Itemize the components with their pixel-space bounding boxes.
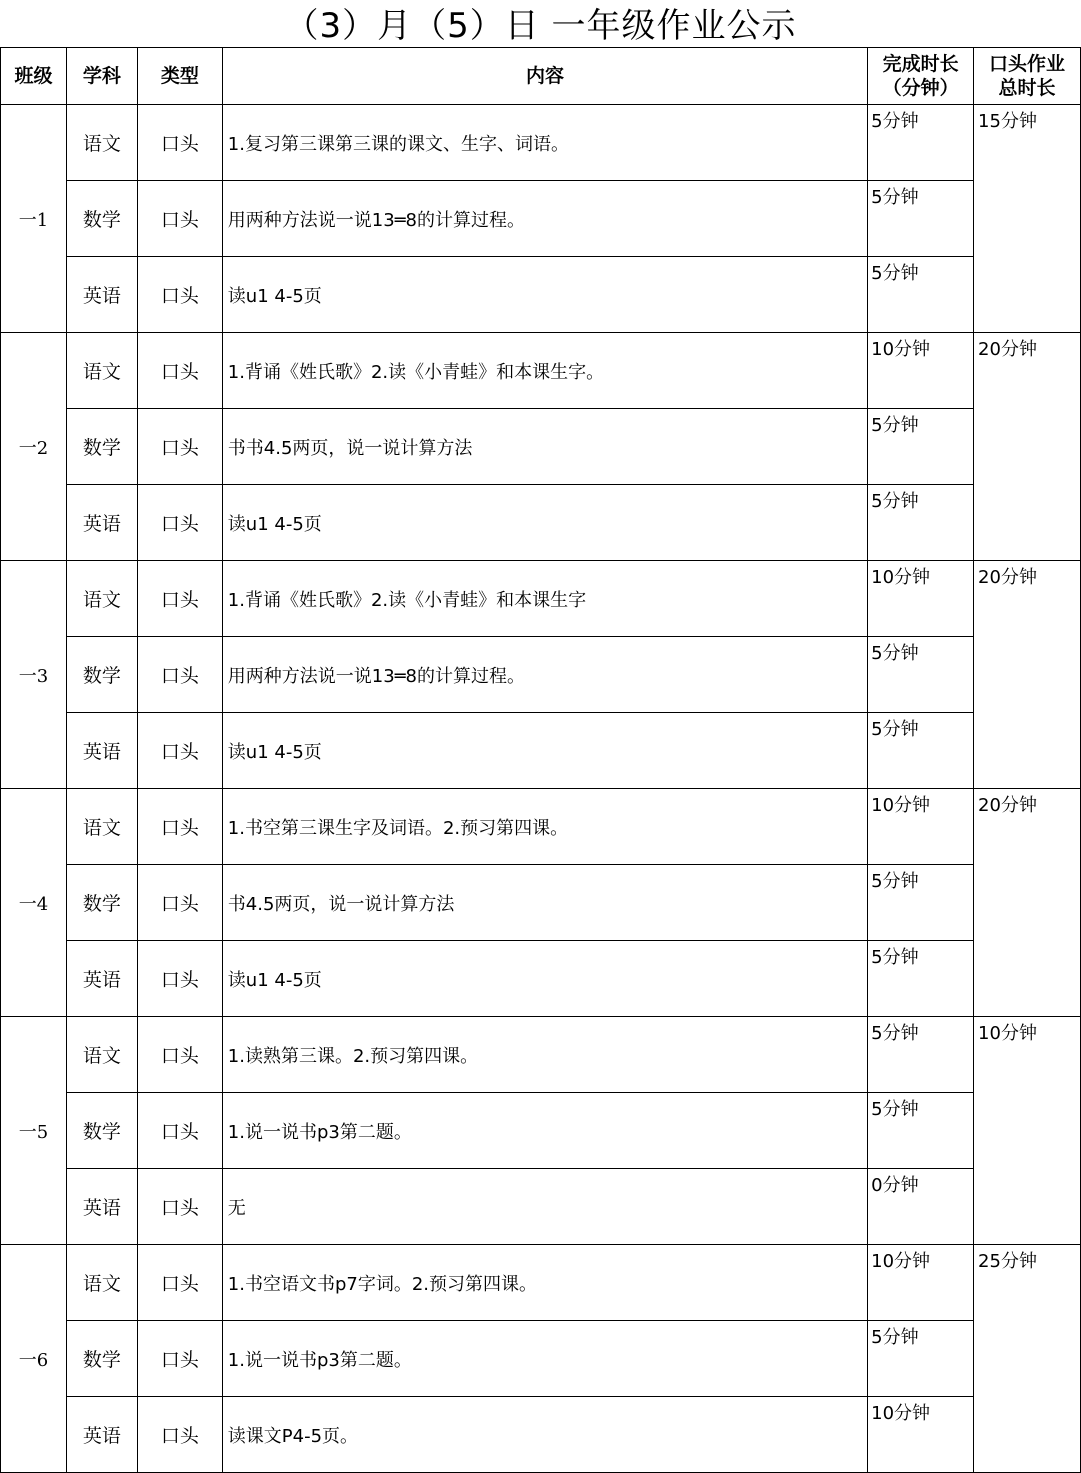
type-cell: 口头 xyxy=(137,409,222,485)
table-row xyxy=(1,105,1081,181)
duration-cell: 5分钟 xyxy=(868,1017,974,1093)
content-cell: 书4.5两页，说一说计算方法 xyxy=(222,865,867,941)
content-cell: 读u1 4-5页 xyxy=(222,485,867,561)
class-cell: 一6 xyxy=(1,1245,67,1473)
total-cell: 15分钟 xyxy=(974,105,1081,333)
subject-cell: 语文 xyxy=(66,1017,137,1093)
type-cell: 口头 xyxy=(137,105,222,181)
subject-cell: 语文 xyxy=(66,333,137,409)
type-cell: 口头 xyxy=(137,789,222,865)
content-cell: 1.背诵《姓氏歌》2.读《小青蛙》和本课生字。 xyxy=(222,333,867,409)
header-total xyxy=(974,48,1081,105)
type-cell: 口头 xyxy=(137,941,222,1017)
subject-cell: 英语 xyxy=(66,1169,137,1245)
type-cell: 口头 xyxy=(137,1169,222,1245)
table-row xyxy=(1,1093,1081,1169)
total-cell: 10分钟 xyxy=(974,1017,1081,1245)
duration-cell: 10分钟 xyxy=(868,333,974,409)
page-title: （3）月（5）日 一年级作业公示 xyxy=(284,6,797,46)
content-cell: 读u1 4-5页 xyxy=(222,257,867,333)
subject-cell: 语文 xyxy=(66,789,137,865)
duration-cell: 10分钟 xyxy=(868,789,974,865)
class-cell: 一2 xyxy=(1,333,67,561)
content-cell: 1.背诵《姓氏歌》2.读《小青蛙》和本课生字 xyxy=(222,561,867,637)
header-content: 内容 xyxy=(222,48,867,105)
subject-cell: 数学 xyxy=(66,1321,137,1397)
table-header xyxy=(1,48,1081,105)
header-duration-line1: 完成时长 xyxy=(882,53,959,75)
total-cell: 20分钟 xyxy=(974,333,1081,561)
type-cell: 口头 xyxy=(137,1245,222,1321)
duration-cell: 5分钟 xyxy=(868,865,974,941)
duration-cell: 0分钟 xyxy=(868,1169,974,1245)
subject-cell: 英语 xyxy=(66,1397,137,1473)
type-cell: 口头 xyxy=(137,257,222,333)
table-row xyxy=(1,1321,1081,1397)
header-class: 班级 xyxy=(1,48,67,105)
type-cell: 口头 xyxy=(137,181,222,257)
header-duration-line2: （分钟） xyxy=(882,77,959,99)
content-cell: 读u1 4-5页 xyxy=(222,713,867,789)
table-row xyxy=(1,485,1081,561)
header-total-line1: 口头作业 xyxy=(989,53,1066,75)
content-cell: 1.书空语文书p7字词。2.预习第四课。 xyxy=(222,1245,867,1321)
duration-cell: 5分钟 xyxy=(868,713,974,789)
table-row xyxy=(1,713,1081,789)
subject-cell: 数学 xyxy=(66,1093,137,1169)
content-cell: 读u1 4-5页 xyxy=(222,941,867,1017)
content-cell: 书书4.5两页，说一说计算方法 xyxy=(222,409,867,485)
duration-cell: 5分钟 xyxy=(868,1321,974,1397)
table-row xyxy=(1,637,1081,713)
table-row xyxy=(1,1245,1081,1321)
class-cell: 一1 xyxy=(1,105,67,333)
duration-cell: 5分钟 xyxy=(868,485,974,561)
type-cell: 口头 xyxy=(137,637,222,713)
duration-cell: 10分钟 xyxy=(868,1397,974,1473)
table-row xyxy=(1,181,1081,257)
subject-cell: 英语 xyxy=(66,257,137,333)
content-cell: 读课文P4-5页。 xyxy=(222,1397,867,1473)
content-cell: 1.说一说书p3第二题。 xyxy=(222,1321,867,1397)
type-cell: 口头 xyxy=(137,485,222,561)
type-cell: 口头 xyxy=(137,561,222,637)
table-row xyxy=(1,1169,1081,1245)
type-cell: 口头 xyxy=(137,1093,222,1169)
content-cell: 用两种方法说一说13═8的计算过程。 xyxy=(222,181,867,257)
content-cell: 用两种方法说一说13═8的计算过程。 xyxy=(222,637,867,713)
subject-cell: 语文 xyxy=(66,561,137,637)
header-type: 类型 xyxy=(137,48,222,105)
type-cell: 口头 xyxy=(137,1397,222,1473)
table-row xyxy=(1,865,1081,941)
subject-cell: 数学 xyxy=(66,181,137,257)
header-duration xyxy=(868,48,974,105)
total-cell: 25分钟 xyxy=(974,1245,1081,1473)
table-row xyxy=(1,941,1081,1017)
class-cell: 一4 xyxy=(1,789,67,1017)
table-row xyxy=(1,1397,1081,1473)
subject-cell: 英语 xyxy=(66,713,137,789)
duration-cell: 5分钟 xyxy=(868,181,974,257)
subject-cell: 数学 xyxy=(66,865,137,941)
subject-cell: 语文 xyxy=(66,1245,137,1321)
table-row xyxy=(1,409,1081,485)
header-subject: 学科 xyxy=(66,48,137,105)
type-cell: 口头 xyxy=(137,1321,222,1397)
content-cell: 无 xyxy=(222,1169,867,1245)
class-cell: 一3 xyxy=(1,561,67,789)
homework-table xyxy=(0,47,1081,1473)
type-cell: 口头 xyxy=(137,1017,222,1093)
type-cell: 口头 xyxy=(137,865,222,941)
duration-cell: 5分钟 xyxy=(868,257,974,333)
duration-cell: 5分钟 xyxy=(868,1093,974,1169)
content-cell: 1.复习第三课第三课的课文、生字、词语。 xyxy=(222,105,867,181)
header-total-line2: 总时长 xyxy=(998,77,1056,99)
subject-cell: 语文 xyxy=(66,105,137,181)
subject-cell: 数学 xyxy=(66,637,137,713)
content-cell: 1.读熟第三课。2.预习第四课。 xyxy=(222,1017,867,1093)
total-cell: 20分钟 xyxy=(974,789,1081,1017)
table-row xyxy=(1,1017,1081,1093)
duration-cell: 5分钟 xyxy=(868,105,974,181)
table-row xyxy=(1,257,1081,333)
subject-cell: 英语 xyxy=(66,941,137,1017)
type-cell: 口头 xyxy=(137,713,222,789)
duration-cell: 10分钟 xyxy=(868,561,974,637)
duration-cell: 5分钟 xyxy=(868,637,974,713)
subject-cell: 英语 xyxy=(66,485,137,561)
duration-cell: 10分钟 xyxy=(868,1245,974,1321)
table-body xyxy=(1,105,1081,1473)
table-row xyxy=(1,333,1081,409)
table-row xyxy=(1,561,1081,637)
table-row xyxy=(1,789,1081,865)
duration-cell: 5分钟 xyxy=(868,941,974,1017)
class-cell: 一5 xyxy=(1,1017,67,1245)
duration-cell: 5分钟 xyxy=(868,409,974,485)
type-cell: 口头 xyxy=(137,333,222,409)
content-cell: 1.说一说书p3第二题。 xyxy=(222,1093,867,1169)
subject-cell: 数学 xyxy=(66,409,137,485)
header-row xyxy=(1,48,1081,105)
content-cell: 1.书空第三课生字及词语。2.预习第四课。 xyxy=(222,789,867,865)
total-cell: 20分钟 xyxy=(974,561,1081,789)
